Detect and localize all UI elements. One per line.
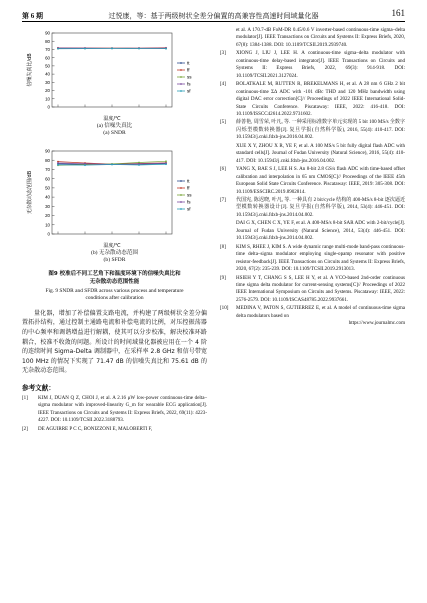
reference-item bbox=[220, 81, 405, 118]
data-point-sf bbox=[84, 164, 86, 166]
conclusion-paragraph: 量化器，增加了补偿偏置支路电流，并构建了两级树状全差分偏置拓扑结构，通过控制主通路电流和补偿电流的比例，对压控振荡器的中心频率和调谐增益进行解耦，使其可以分步校准，解决校准环路耦合，校准不收敛的问题。所设计的时间域量化器被应用在一个 4 阶的连续时间 Sigma-Delta 调制器中，在采样率 2.8 GHz 和信号带宽 100 MHz 的情况下实现了 71.47 dB 的信噪失真比和 75.61 dB 的无杂散动态范围。 bbox=[22, 309, 207, 375]
issue-number: 第 6 期 bbox=[22, 12, 43, 20]
data-point-sf bbox=[111, 164, 113, 166]
y-tick-label: 0 bbox=[47, 231, 50, 237]
legend-marker-fs bbox=[180, 83, 182, 85]
reference-number: [1] bbox=[22, 394, 28, 401]
running-header bbox=[22, 8, 405, 22]
legend-marker-sf bbox=[180, 208, 182, 210]
legend-label-ff: ff bbox=[187, 185, 190, 191]
data-point-sf bbox=[111, 48, 113, 50]
figure-caption-zh-line2: 无杂散动态范围性能 bbox=[89, 279, 140, 285]
reference-number: [6] bbox=[220, 166, 226, 173]
reference-text: DAI G X, CHEN C X, YE F, et al. A 400-MS/s 8-bit SAR ADC with 2-bit/cycle[J]. Journal of Fudan University (Natural Science), 2014, 53(4): 446-451. DOI: 10.15943/j.cnki.fdxb-jns.2014.04.002. bbox=[236, 220, 405, 242]
data-point-sf bbox=[165, 163, 167, 165]
legend-marker-ff bbox=[180, 187, 182, 189]
y-tick-label: 10 bbox=[45, 96, 50, 102]
reference-text: MEDINA V, PATON S, GUTIERREZ E, et al. A model of continuous-time sigma delta modulators based on bbox=[236, 305, 405, 319]
y-tick-label: 50 bbox=[45, 185, 50, 191]
y-tick-label: 40 bbox=[45, 71, 50, 77]
reference-text: KIM J, DUAN Q Z, CHOI J, et al. A 2.16 μW low-power continuous-time delta–sigma modulator with improved-linearity G_m for wearable ECG application[J]. IEEE Transactions on Circuits and Systems II: Express Briefs, 2022, 69(11): 4223-4227. DOI: 10.1109/TCSII.2022.3188793. bbox=[38, 394, 207, 424]
sfdr-caption-zh: (b) 无杂散动态范围 bbox=[90, 250, 139, 256]
references-list-left bbox=[22, 395, 207, 433]
left-column bbox=[22, 27, 207, 434]
reference-item bbox=[22, 426, 207, 433]
data-point-fs bbox=[57, 162, 59, 164]
sfdr-chart bbox=[22, 145, 207, 264]
reference-item bbox=[220, 220, 405, 242]
sndr-chart-svg bbox=[22, 27, 207, 123]
reference-number: [5] bbox=[220, 119, 226, 126]
y-tick-label: 20 bbox=[45, 213, 50, 219]
legend-label-ss: ss bbox=[187, 74, 192, 80]
data-point-ss bbox=[165, 160, 167, 162]
reference-item bbox=[220, 119, 405, 141]
reference-items-right bbox=[220, 50, 405, 320]
x-axis-label: 温度/℃ bbox=[103, 116, 121, 122]
x-axis-label: 温度/℃ bbox=[103, 243, 121, 249]
reference-item bbox=[22, 395, 207, 425]
references-heading: 参考文献： bbox=[22, 383, 55, 392]
data-point-sf bbox=[165, 48, 167, 50]
reference-text: BOLATKALE M, RUTTEN R, BREKELMANS H, et al. A 28 nm 6 GHz 2 bit continuous-time ΣΔ ADC with -101 dBc THD and 120 MHz bandwidth using digital DAC error correction[C]// Proceedings of 2022 IEEE International Solid-State Circuits Conference. Piscataway: IEEE, 2022: 416-418. DOI: 10.1109/ISSCC42614.2022.9731602. bbox=[236, 81, 405, 117]
reference-item bbox=[220, 50, 405, 80]
figure-caption-en-line1: Fig. 9 SNDR and SFDR across various process and temperature bbox=[45, 288, 184, 294]
sfdr-chart-svg bbox=[22, 145, 207, 250]
reference-text: DE AGUIRRE P C C, BONIZZONI E, MALOBERTI F, bbox=[38, 425, 153, 432]
figure-caption-zh bbox=[22, 270, 207, 286]
y-tick-label: 50 bbox=[45, 63, 50, 69]
y-tick-label: 80 bbox=[45, 157, 50, 163]
data-point-sf bbox=[138, 48, 140, 50]
legend-label-sf: sf bbox=[187, 206, 191, 212]
reference-item bbox=[220, 166, 405, 196]
reference-text: HSIEH Y T, CHANG S S, LEE H Y, et al. A VCO-based 2nd-order continuous time sigma delta modulator for current-sensing systems[C]// Proceedings of 2022 IEEE International Symposium on Circuits and Systems. Piscataway: IEEE, 2022: 2576-2579. DOI: 10.1109/ISCAS48785.2022.9937661. bbox=[236, 274, 405, 303]
y-tick-label: 60 bbox=[45, 55, 50, 61]
sndr-caption-zh: (a) 信噪失真比 bbox=[96, 123, 133, 129]
right-column bbox=[220, 27, 405, 328]
y-tick-label: 80 bbox=[45, 38, 50, 44]
reference-number: [10] bbox=[220, 305, 229, 312]
y-tick-label: 20 bbox=[45, 88, 50, 94]
legend-marker-sf bbox=[180, 90, 182, 92]
y-tick-label: 30 bbox=[45, 203, 50, 209]
sndr-chart bbox=[22, 27, 207, 137]
header-rule bbox=[22, 21, 405, 22]
reference-number: [3] bbox=[220, 50, 226, 57]
reference-item bbox=[220, 197, 405, 219]
legend-marker-ss bbox=[180, 76, 182, 78]
data-point-sf bbox=[57, 164, 59, 166]
y-tick-label: 0 bbox=[47, 104, 50, 110]
legend-label-tt: tt bbox=[187, 178, 190, 184]
reference-item bbox=[220, 305, 405, 320]
y-tick-label: 70 bbox=[45, 47, 50, 53]
reference-text: 代国宪, 陈迟晓, 叶凡, 等. 一种具有 2 bit/cycle 结构的 400-MS/s 8-bit 逐次逼近型模数转换器设计[J]. 复旦学报(自然科学版), 2014, 53(4): 446-451. DOI: 10.15943/j.cnki.fdxb-jns.2014.04.002. bbox=[236, 196, 405, 218]
legend-label-fs: fs bbox=[187, 81, 191, 87]
reference-item bbox=[220, 244, 405, 274]
reference-number: [9] bbox=[220, 274, 226, 281]
y-tick-label: 70 bbox=[45, 167, 50, 173]
page-number: 161 bbox=[391, 8, 405, 18]
reference-item bbox=[220, 143, 405, 165]
reference-number: [4] bbox=[220, 81, 226, 88]
reference-item bbox=[220, 275, 405, 305]
data-point-sf bbox=[84, 48, 86, 50]
y-axis-label: 信噪失真比/dB bbox=[27, 53, 33, 87]
legend-marker-ss bbox=[180, 194, 182, 196]
legend-label-fs: fs bbox=[187, 199, 191, 205]
reference-text: et al. A 170.7-dB FoM-DR 0.45/0.6 V inverter-based continuous-time sigma–delta modulator[J]. IEEE Transactions on Circuits and Systems II: Express Briefs, 2020, 67(8): 1384-1388. DOI: 10.1109/TCSII.2019.2939740. bbox=[236, 27, 405, 48]
reference-number: [8] bbox=[220, 243, 226, 250]
reference-number: [2] bbox=[22, 425, 28, 432]
legend-label-tt: tt bbox=[187, 60, 190, 66]
legend-label-ff: ff bbox=[187, 67, 190, 73]
watermark: https://www.journalmc.com bbox=[348, 320, 405, 327]
figure-caption-zh-line1: 图9 校准后不同工艺角下和温度环境下的信噪失真比和 bbox=[48, 271, 181, 277]
y-tick-label: 30 bbox=[45, 79, 50, 85]
plot-frame bbox=[52, 33, 172, 107]
reference-continuation bbox=[220, 27, 405, 49]
legend-marker-ff bbox=[180, 69, 182, 71]
legend-marker-fs bbox=[180, 201, 182, 203]
y-tick-label: 60 bbox=[45, 176, 50, 182]
legend-marker-tt bbox=[180, 62, 182, 64]
running-title: 过悦康，等：基于两级树状全差分偏置的高兼容性高速时间域量化器 bbox=[108, 12, 319, 20]
legend-label-ss: ss bbox=[187, 192, 192, 198]
data-point-sf bbox=[138, 164, 140, 166]
reference-text: YANG X, BAE S J, LEE H S. An 8-bit 2.8 GS/s flash ADC with time-based offset calibration and interpolation in 65 nm CMOS[C]// Proceedings of the IEEE 45th European Solid State Circuits Conference. Piscataway: IEEE, 2019: 305-308. DOI: 10.1109/ESSCIRC.2019.8902814. bbox=[236, 166, 405, 195]
data-point-sf bbox=[57, 48, 59, 50]
y-axis-label: 无杂散动态范围/dB bbox=[27, 170, 33, 215]
reference-number: [7] bbox=[220, 196, 226, 203]
y-tick-label: 90 bbox=[45, 30, 50, 36]
reference-text: XUE X Y, ZHOU X R, YE F, et al. A 100 MS/s 5 bit fully digital flash ADC with standard cells[J]. Journal of Fudan University (Natural Science), 2016, 55(4): 410-417. DOI: 10.15943/j.cnki.fdxb-jns.2016.04.002. bbox=[236, 142, 405, 164]
legend-marker-tt bbox=[180, 180, 182, 182]
legend-label-sf: sf bbox=[187, 88, 191, 94]
reference-text: 薛善艳, 周雪荣, 叶凡, 等. 一种采用标准数字单元实现的 5 bit 100 MS/s 全数字闪烁型模数转换器[J]. 复旦学报(自然科学版), 2016, 55(4): 410-417. DOI: 10.15943/j.cnki.fdxb-jns.2016.04.002. bbox=[236, 119, 405, 141]
references-list-right bbox=[220, 27, 405, 328]
reference-text: XIONG J, LIU J, LEE H. A continuous-time sigma–delta modulator with continuous-time delay-based integrator[J]. IEEE Transactions on Circuits and Systems II: Express Briefs, 2022, 69(3): 914-918. DOI: 10.1109/TCSII.2021.3127024. bbox=[236, 50, 405, 79]
y-tick-label: 90 bbox=[45, 148, 50, 154]
reference-text: KIM S, RHEE J, KIM S. A wide dynamic range multi-mode band-pass continuous-time delta–sigma modulator employing single-opamp resonator with positive resistor-feedback[J]. IEEE Transactions on Circuits and Systems II: Express Briefs, 2020, 67(2): 235-239. DOI: 10.1109/TCSII.2019.2913013. bbox=[236, 243, 405, 273]
y-tick-label: 40 bbox=[45, 194, 50, 200]
sfdr-caption-en: (b) SFDR bbox=[103, 257, 126, 263]
y-tick-label: 10 bbox=[45, 222, 50, 228]
sndr-caption-en: (a) SNDR bbox=[103, 130, 126, 136]
figure-caption-en bbox=[22, 288, 207, 303]
figure-caption-en-line2: conditions after calibration bbox=[85, 295, 144, 302]
